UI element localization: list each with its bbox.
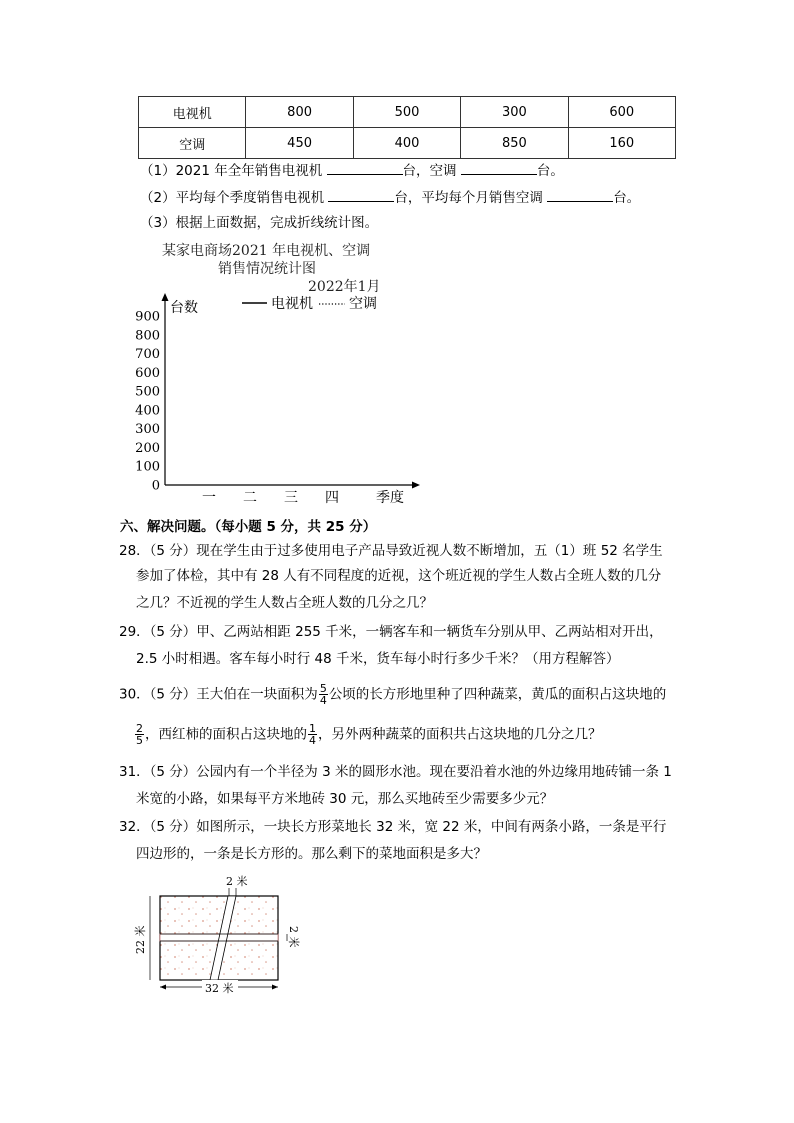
y-axis-arrow (162, 293, 169, 301)
chart-title-line1: 某家电商场2021 年电视机、空调 (162, 243, 371, 259)
table-cell: 160 (568, 128, 675, 159)
y-tick-label: 100 (135, 459, 160, 475)
question-2 (140, 187, 640, 207)
problem-29-line2: 2.5 小时相遇。客车每小时行 48 千米，货车每小时行多少千米？（用方程解答） (136, 651, 620, 667)
fraction-1-4: $\frac{1}{4}$ (309, 722, 316, 747)
problem-32-line2: 四边形的，一条是长方形的。那么剩下的菜地面积是多大？ (136, 846, 487, 862)
q1-suffix: 台。 (536, 163, 564, 179)
p30-text-c: ，西红柿的面积占这块地的 (145, 726, 307, 743)
question-1 (140, 160, 564, 180)
table-cell: 800 (246, 97, 353, 128)
table-row (139, 97, 676, 128)
q2-prefix: （2）平均每个季度销售电视机 (140, 190, 325, 206)
answer-blank[interactable] (461, 160, 537, 175)
left-dim-label: 22 米 (134, 925, 147, 954)
table-cell: 300 (461, 97, 568, 128)
x-tick-label: 三 (284, 490, 298, 506)
problem-31-line2: 米宽的小路，如果每平方米地砖 30 元，那么买地砖至少需要多少元？ (136, 791, 554, 807)
answer-blank[interactable] (547, 187, 613, 202)
fraction-5-4: $\frac{5}{4}$ (319, 682, 327, 707)
y-tick-label: 500 (135, 384, 160, 400)
problem-28-line1: 28．（5 分）现在学生由于过多使用电子产品导致近视人数不断增加，五（1）班 52 名学生 (119, 543, 663, 559)
q2-suffix: 台。 (613, 190, 641, 206)
row-label: 电视机 (139, 97, 246, 128)
section-6-heading: 六、解决问题。（每小题 5 分，共 25 分） (120, 519, 377, 535)
legend-ac-label: 空调 (349, 296, 377, 312)
y-tick-label: 300 (135, 422, 160, 438)
q1-mid: 台，空调 (402, 163, 457, 179)
table-cell: 450 (246, 128, 353, 159)
answer-blank[interactable] (328, 187, 394, 202)
problem-30-line2 (134, 723, 602, 746)
fraction-2-5: $\frac{2}{5}$ (136, 722, 143, 747)
problem-29-line1: 29．（5 分）甲、乙两站相距 255 千米，一辆客车和一辆货车分别从甲、乙两站相对开出， (119, 624, 663, 640)
x-axis-arrow (412, 482, 420, 489)
y-tick-label: 700 (135, 347, 160, 363)
y-tick-label: 600 (135, 365, 160, 381)
y-tick-label: 900 (135, 309, 160, 325)
q1-prefix: （1）2021 年全年销售电视机 (140, 163, 323, 179)
line-chart (120, 288, 430, 508)
x-tick-label: 四 (325, 490, 339, 506)
top-dim-label: 2 米 (226, 875, 248, 888)
q2-mid: 台，平均每个月销售空调 (394, 190, 543, 206)
p30-text-d: ，另外两种蔬菜的面积共占这块地的几分之几？ (318, 726, 602, 743)
y-axis-label: 台数 (170, 300, 198, 316)
problem-32-line1: 32．（5 分）如图所示，一块长方形菜地长 32 米，宽 22 米，中间有两条小路，一条是平行 (119, 819, 667, 835)
problem-28-line3: 之几？不近视的学生人数占全班人数的几分之几？ (136, 595, 433, 611)
table-cell: 500 (353, 97, 460, 128)
y-tick-label: 400 (135, 403, 160, 419)
table-cell: 400 (353, 128, 460, 159)
table-cell: 850 (461, 128, 568, 159)
row-label: 空调 (139, 128, 246, 159)
table-row (139, 128, 676, 159)
table-cell: 600 (568, 97, 675, 128)
problem-30-line1 (119, 683, 666, 706)
p30-text-a: 30．（5 分）王大伯在一块面积为 (119, 686, 318, 703)
bottom-dim-label: 32 米 (205, 982, 234, 995)
right-dim-label: 2 米 (287, 926, 300, 948)
problem-28-line2: 参加了体检，其中有 28 人有不同程度的近视，这个班近视的学生人数占全班人数的几分 (136, 568, 662, 584)
legend-tv-label: 电视机 (271, 296, 313, 312)
x-axis-label: 季度 (376, 490, 404, 506)
sales-table (138, 96, 676, 159)
x-tick-label: 二 (243, 490, 257, 506)
y-tick-label: 800 (135, 328, 160, 344)
p30-text-b: 公顷的长方形地里种了四种蔬菜，黄瓜的面积占这块地的 (328, 686, 667, 703)
question-3: （3）根据上面数据，完成折线统计图。 (140, 215, 379, 231)
chart-title-line2: 销售情况统计图 (218, 261, 316, 277)
y-tick-label: 0 (151, 478, 160, 494)
chart-date: 2022年1月 (308, 279, 381, 295)
y-tick-label: 200 (135, 440, 160, 456)
vegetable-field-figure (130, 870, 305, 1000)
problem-31-line1: 31．（5 分）公园内有一个半径为 3 米的圆形水池。现在要沿着水池的外边缘用地砖铺一条 1 (119, 764, 672, 780)
x-tick-label: 一 (202, 490, 216, 506)
answer-blank[interactable] (327, 160, 403, 175)
